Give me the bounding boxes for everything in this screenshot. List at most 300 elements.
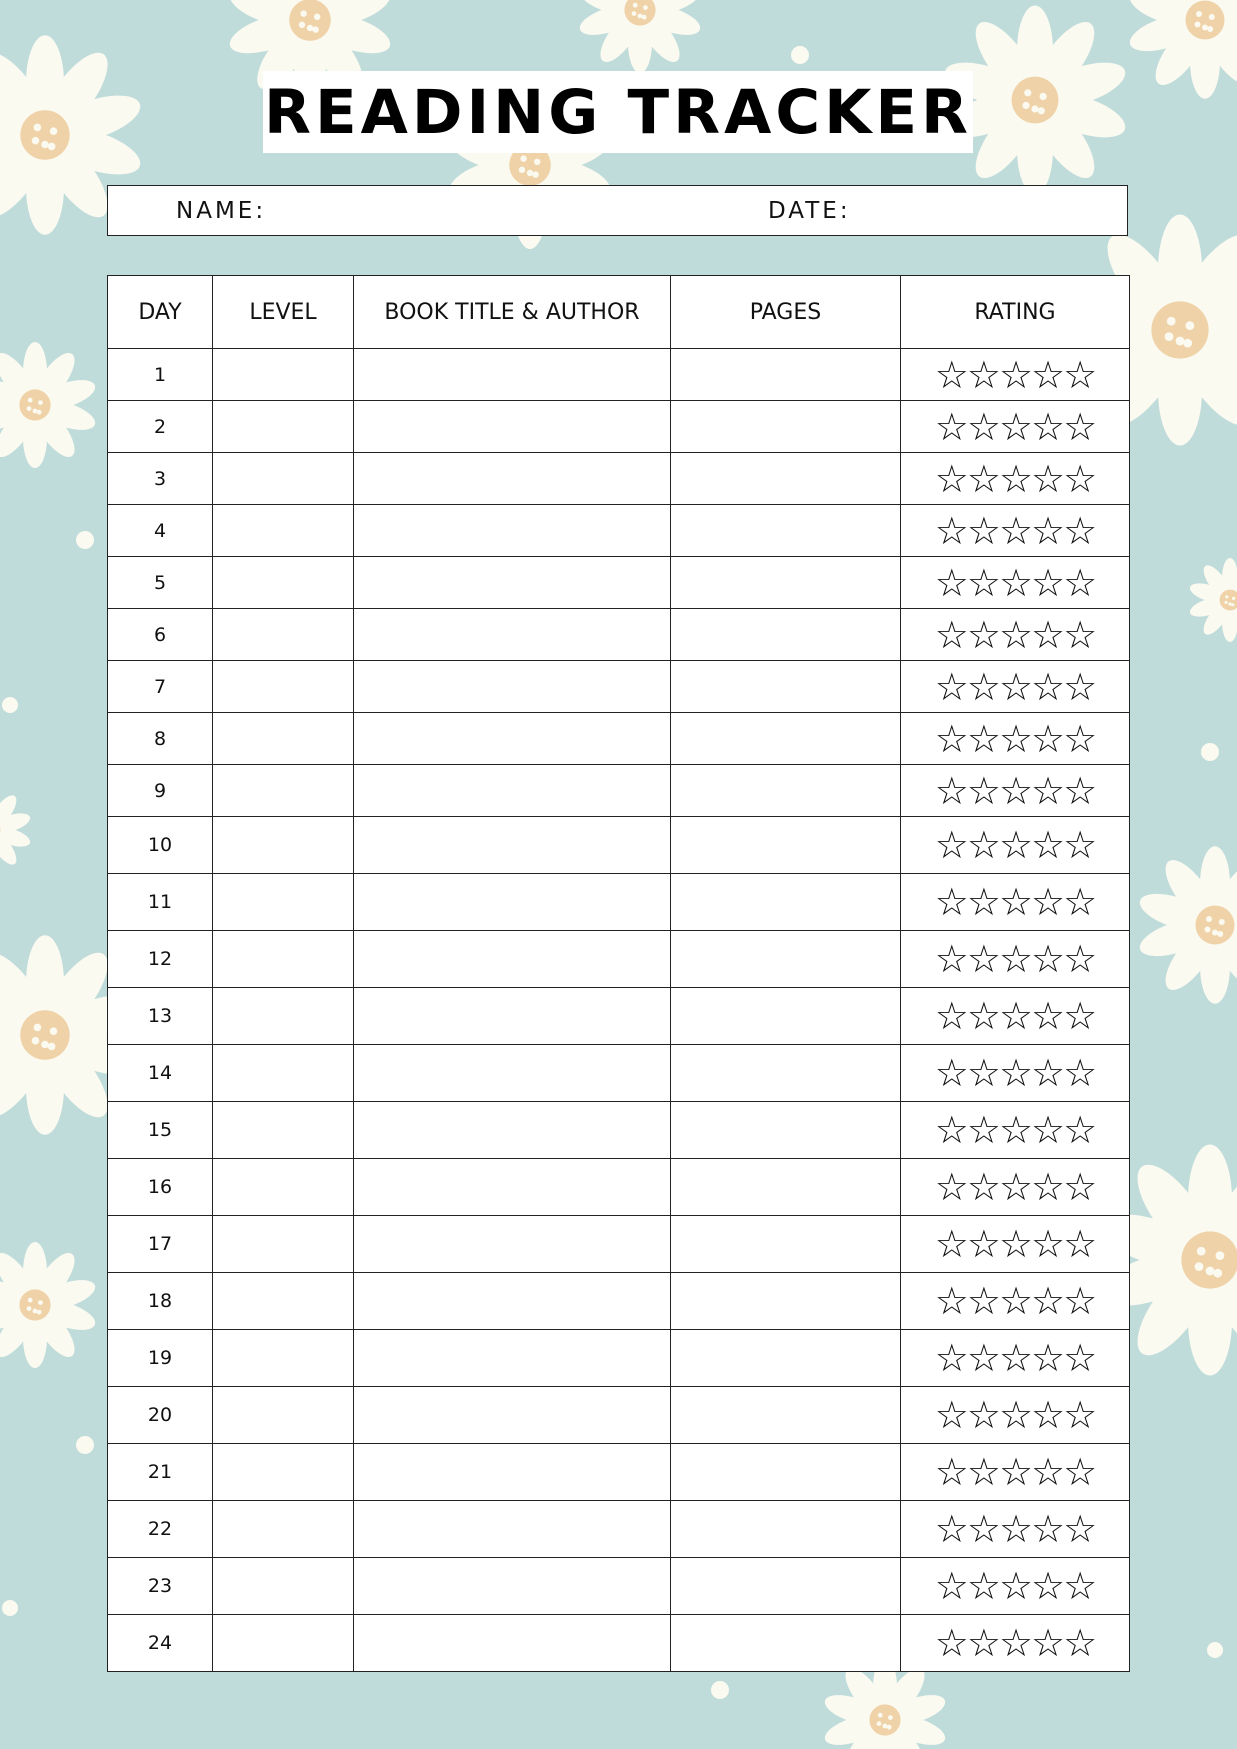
star-icon[interactable]: ☆ — [1063, 1051, 1096, 1095]
star-icon[interactable]: ☆ — [998, 352, 1032, 397]
level-cell[interactable] — [213, 1501, 354, 1558]
star-icon[interactable]: ☆ — [1031, 768, 1064, 813]
book-title-author-cell[interactable] — [354, 988, 671, 1045]
level-cell[interactable] — [213, 349, 354, 401]
star-icon[interactable]: ☆ — [998, 768, 1032, 813]
rating-cell[interactable] — [901, 1558, 1130, 1615]
star-icon[interactable]: ☆ — [934, 880, 967, 924]
star-icon[interactable]: ☆ — [998, 937, 1032, 981]
rating-cell[interactable] — [901, 1501, 1130, 1558]
rating-stars[interactable] — [935, 353, 1095, 397]
star-icon[interactable]: ☆ — [966, 1222, 999, 1266]
header-day: DAY — [108, 276, 213, 349]
star-icon[interactable]: ☆ — [1031, 937, 1064, 981]
daisy-icon — [0, 342, 99, 468]
star-icon[interactable]: ☆ — [934, 1108, 967, 1152]
table-row — [108, 817, 1130, 874]
star-icon[interactable]: ☆ — [966, 994, 999, 1038]
rating-cell[interactable] — [901, 1102, 1130, 1159]
star-icon[interactable]: ☆ — [1031, 1393, 1064, 1437]
book-title-author-cell[interactable] — [354, 1045, 671, 1102]
book-title-author-cell[interactable] — [354, 1159, 671, 1216]
star-icon[interactable]: ☆ — [934, 1564, 967, 1608]
pages-cell[interactable] — [671, 1045, 901, 1102]
star-icon[interactable]: ☆ — [1031, 1051, 1064, 1095]
name-date-bar — [107, 185, 1128, 236]
star-icon[interactable]: ☆ — [998, 1507, 1032, 1551]
pages-cell[interactable] — [671, 609, 901, 661]
star-icon[interactable]: ☆ — [1063, 1336, 1096, 1380]
day-cell: 19 — [108, 1330, 213, 1387]
level-cell[interactable] — [213, 609, 354, 661]
star-icon[interactable]: ☆ — [934, 352, 967, 397]
level-cell[interactable] — [213, 1558, 354, 1615]
pages-cell[interactable] — [671, 557, 901, 609]
star-icon[interactable]: ☆ — [966, 1336, 999, 1380]
book-title-author-cell[interactable] — [354, 1216, 671, 1273]
star-icon[interactable]: ☆ — [966, 768, 999, 813]
star-icon[interactable]: ☆ — [1031, 560, 1064, 605]
table-row — [108, 1501, 1130, 1558]
rating-stars[interactable] — [935, 1279, 1095, 1323]
rating-stars[interactable] — [935, 457, 1095, 501]
level-cell[interactable] — [213, 1102, 354, 1159]
star-icon[interactable]: ☆ — [998, 508, 1032, 553]
decor-dot — [1201, 743, 1219, 761]
star-icon[interactable]: ☆ — [934, 994, 967, 1038]
star-icon[interactable]: ☆ — [998, 1165, 1032, 1209]
pages-cell[interactable] — [671, 1330, 901, 1387]
star-icon[interactable]: ☆ — [1031, 508, 1064, 553]
star-icon[interactable]: ☆ — [998, 823, 1032, 867]
rating-cell[interactable] — [901, 1159, 1130, 1216]
star-icon[interactable]: ☆ — [1031, 823, 1064, 867]
rating-cell[interactable] — [901, 1387, 1130, 1444]
book-title-author-cell[interactable] — [354, 1501, 671, 1558]
day-cell: 20 — [108, 1387, 213, 1444]
star-icon[interactable]: ☆ — [966, 404, 999, 449]
rating-cell[interactable] — [901, 817, 1130, 874]
level-cell[interactable] — [213, 988, 354, 1045]
level-cell[interactable] — [213, 661, 354, 713]
star-icon[interactable]: ☆ — [1063, 823, 1096, 867]
star-icon[interactable]: ☆ — [1031, 1222, 1064, 1266]
book-title-author-cell[interactable] — [354, 1273, 671, 1330]
title-banner — [263, 71, 973, 153]
star-icon[interactable]: ☆ — [934, 1051, 967, 1095]
star-icon[interactable]: ☆ — [966, 880, 999, 924]
star-icon[interactable]: ☆ — [934, 1165, 967, 1209]
rating-cell[interactable] — [901, 765, 1130, 817]
level-cell[interactable] — [213, 1216, 354, 1273]
daisy-icon — [0, 788, 32, 872]
star-icon[interactable]: ☆ — [966, 456, 999, 501]
star-icon[interactable]: ☆ — [998, 1564, 1032, 1608]
level-cell[interactable] — [213, 1330, 354, 1387]
star-icon[interactable]: ☆ — [1063, 1450, 1096, 1494]
star-icon[interactable]: ☆ — [1063, 1165, 1096, 1209]
pages-cell[interactable] — [671, 1444, 901, 1501]
star-icon[interactable]: ☆ — [934, 456, 967, 501]
book-title-author-cell[interactable] — [354, 1615, 671, 1672]
pages-cell[interactable] — [671, 1387, 901, 1444]
rating-cell[interactable] — [901, 1273, 1130, 1330]
book-title-author-cell[interactable] — [354, 765, 671, 817]
pages-cell[interactable] — [671, 1615, 901, 1672]
star-icon[interactable]: ☆ — [1063, 1507, 1096, 1551]
star-icon[interactable]: ☆ — [1063, 768, 1096, 813]
rating-stars[interactable] — [935, 1564, 1095, 1608]
table-row — [108, 401, 1130, 453]
daisy-icon — [1188, 558, 1237, 642]
rating-cell[interactable] — [901, 1045, 1130, 1102]
decor-dot — [76, 531, 94, 549]
star-icon[interactable]: ☆ — [998, 1621, 1032, 1665]
table-row — [108, 1615, 1130, 1672]
day-cell: 18 — [108, 1273, 213, 1330]
rating-stars[interactable] — [935, 717, 1095, 761]
rating-stars[interactable] — [935, 1051, 1095, 1095]
level-cell[interactable] — [213, 453, 354, 505]
rating-stars[interactable] — [935, 769, 1095, 813]
book-title-author-cell[interactable] — [354, 1558, 671, 1615]
star-icon[interactable]: ☆ — [966, 1393, 999, 1437]
star-icon[interactable]: ☆ — [1031, 880, 1064, 924]
table-row — [108, 453, 1130, 505]
rating-cell[interactable] — [901, 1444, 1130, 1501]
decor-dot — [2, 1600, 18, 1616]
book-title-author-cell[interactable] — [354, 1444, 671, 1501]
star-icon[interactable]: ☆ — [998, 1279, 1032, 1323]
star-icon[interactable]: ☆ — [1063, 994, 1096, 1038]
star-icon[interactable]: ☆ — [1063, 716, 1096, 761]
star-icon[interactable]: ☆ — [998, 612, 1032, 657]
book-title-author-cell[interactable] — [354, 557, 671, 609]
star-icon[interactable]: ☆ — [934, 508, 967, 553]
star-icon[interactable]: ☆ — [1063, 937, 1096, 981]
decor-dot — [791, 46, 809, 64]
book-title-author-cell[interactable] — [354, 401, 671, 453]
page-title: READING TRACKER — [263, 76, 972, 148]
table-row — [108, 661, 1130, 713]
star-icon[interactable]: ☆ — [998, 716, 1032, 761]
table-row — [108, 1387, 1130, 1444]
star-icon[interactable]: ☆ — [1031, 1165, 1064, 1209]
day-cell: 14 — [108, 1045, 213, 1102]
day-cell: 6 — [108, 609, 213, 661]
table-row — [108, 1558, 1130, 1615]
star-icon[interactable]: ☆ — [966, 1450, 999, 1494]
star-icon[interactable]: ☆ — [966, 716, 999, 761]
book-title-author-cell[interactable] — [354, 505, 671, 557]
level-cell[interactable] — [213, 1273, 354, 1330]
rating-cell[interactable] — [901, 1330, 1130, 1387]
level-cell[interactable] — [213, 817, 354, 874]
day-cell: 8 — [108, 713, 213, 765]
pages-cell[interactable] — [671, 988, 901, 1045]
star-icon[interactable]: ☆ — [1063, 1564, 1096, 1608]
rating-stars[interactable] — [935, 1336, 1095, 1380]
pages-cell[interactable] — [671, 713, 901, 765]
star-icon[interactable]: ☆ — [934, 1450, 967, 1494]
pages-cell[interactable] — [671, 765, 901, 817]
star-icon[interactable]: ☆ — [1063, 352, 1096, 397]
book-title-author-cell[interactable] — [354, 349, 671, 401]
table-row — [108, 1216, 1130, 1273]
level-cell[interactable] — [213, 1615, 354, 1672]
table-row — [108, 1330, 1130, 1387]
day-cell: 17 — [108, 1216, 213, 1273]
star-icon[interactable]: ☆ — [966, 1165, 999, 1209]
book-title-author-cell[interactable] — [354, 609, 671, 661]
book-title-author-cell[interactable] — [354, 1102, 671, 1159]
star-icon[interactable]: ☆ — [934, 1279, 967, 1323]
table-row — [108, 765, 1130, 817]
header-level: LEVEL — [213, 276, 354, 349]
star-icon[interactable]: ☆ — [1031, 1108, 1064, 1152]
star-icon[interactable]: ☆ — [998, 404, 1032, 449]
star-icon[interactable]: ☆ — [1063, 508, 1096, 553]
rating-stars[interactable] — [935, 937, 1095, 981]
star-icon[interactable]: ☆ — [998, 560, 1032, 605]
star-icon[interactable]: ☆ — [1063, 1621, 1096, 1665]
pages-cell[interactable] — [671, 453, 901, 505]
star-icon[interactable]: ☆ — [1031, 1507, 1064, 1551]
star-icon[interactable]: ☆ — [1063, 664, 1096, 709]
table-row — [108, 874, 1130, 931]
book-title-author-cell[interactable] — [354, 874, 671, 931]
rating-stars[interactable] — [935, 665, 1095, 709]
day-cell: 16 — [108, 1159, 213, 1216]
rating-stars[interactable] — [935, 1507, 1095, 1551]
pages-cell[interactable] — [671, 931, 901, 988]
rating-cell[interactable] — [901, 713, 1130, 765]
star-icon[interactable]: ☆ — [1031, 1279, 1064, 1323]
table-row — [108, 988, 1130, 1045]
decor-dot — [1207, 1642, 1223, 1658]
star-icon[interactable]: ☆ — [966, 1051, 999, 1095]
pages-cell[interactable] — [671, 401, 901, 453]
rating-stars[interactable] — [935, 1621, 1095, 1665]
star-icon[interactable]: ☆ — [934, 823, 967, 867]
level-cell[interactable] — [213, 765, 354, 817]
book-title-author-cell[interactable] — [354, 661, 671, 713]
table-row — [108, 609, 1130, 661]
star-icon[interactable]: ☆ — [966, 937, 999, 981]
day-cell: 21 — [108, 1444, 213, 1501]
star-icon[interactable]: ☆ — [998, 1051, 1032, 1095]
day-cell: 11 — [108, 874, 213, 931]
rating-stars[interactable] — [935, 1222, 1095, 1266]
day-cell: 7 — [108, 661, 213, 713]
star-icon[interactable]: ☆ — [1063, 880, 1096, 924]
day-cell: 13 — [108, 988, 213, 1045]
star-icon[interactable]: ☆ — [966, 560, 999, 605]
rating-stars[interactable] — [935, 880, 1095, 924]
star-icon[interactable]: ☆ — [934, 716, 967, 761]
star-icon[interactable]: ☆ — [998, 456, 1032, 501]
star-icon[interactable]: ☆ — [934, 404, 967, 449]
star-icon[interactable]: ☆ — [1063, 1279, 1096, 1323]
star-icon[interactable]: ☆ — [998, 1108, 1032, 1152]
rating-cell[interactable] — [901, 1615, 1130, 1672]
daisy-icon — [0, 1242, 99, 1368]
table-row — [108, 1045, 1130, 1102]
star-icon[interactable]: ☆ — [998, 1393, 1032, 1437]
star-icon[interactable]: ☆ — [998, 664, 1032, 709]
rating-stars[interactable] — [935, 1108, 1095, 1152]
book-title-author-cell[interactable] — [354, 817, 671, 874]
star-icon[interactable]: ☆ — [1031, 1621, 1064, 1665]
star-icon[interactable]: ☆ — [966, 1279, 999, 1323]
star-icon[interactable]: ☆ — [1063, 560, 1096, 605]
star-icon[interactable]: ☆ — [1063, 404, 1096, 449]
star-icon[interactable]: ☆ — [934, 1507, 967, 1551]
star-icon[interactable]: ☆ — [1063, 612, 1096, 657]
star-icon[interactable]: ☆ — [1031, 994, 1064, 1038]
header-pages: PAGES — [671, 276, 901, 349]
star-icon[interactable]: ☆ — [966, 1108, 999, 1152]
level-cell[interactable] — [213, 713, 354, 765]
day-cell: 22 — [108, 1501, 213, 1558]
pages-cell[interactable] — [671, 1216, 901, 1273]
level-cell[interactable] — [213, 557, 354, 609]
rating-cell[interactable] — [901, 1216, 1130, 1273]
star-icon[interactable]: ☆ — [1031, 1564, 1064, 1608]
rating-cell[interactable] — [901, 401, 1130, 453]
star-icon[interactable]: ☆ — [934, 612, 967, 657]
level-cell[interactable] — [213, 1387, 354, 1444]
rating-stars[interactable] — [935, 1165, 1095, 1209]
day-cell: 15 — [108, 1102, 213, 1159]
decor-dot — [2, 697, 18, 713]
level-cell[interactable] — [213, 401, 354, 453]
pages-cell[interactable] — [671, 817, 901, 874]
star-icon[interactable]: ☆ — [934, 664, 967, 709]
star-icon[interactable]: ☆ — [934, 1621, 967, 1665]
level-cell[interactable] — [213, 1045, 354, 1102]
star-icon[interactable]: ☆ — [1031, 612, 1064, 657]
rating-cell[interactable] — [901, 931, 1130, 988]
level-cell[interactable] — [213, 874, 354, 931]
level-cell[interactable] — [213, 1159, 354, 1216]
star-icon[interactable]: ☆ — [966, 1507, 999, 1551]
star-icon[interactable]: ☆ — [966, 1621, 999, 1665]
pages-cell[interactable] — [671, 505, 901, 557]
date-label: DATE: — [768, 198, 851, 224]
rating-cell[interactable] — [901, 557, 1130, 609]
pages-cell[interactable] — [671, 874, 901, 931]
rating-cell[interactable] — [901, 874, 1130, 931]
table-header-row — [108, 276, 1130, 349]
rating-stars[interactable] — [935, 613, 1095, 657]
book-title-author-cell[interactable] — [354, 1330, 671, 1387]
star-icon[interactable]: ☆ — [1031, 1336, 1064, 1380]
star-icon[interactable]: ☆ — [934, 937, 967, 981]
rating-cell[interactable] — [901, 349, 1130, 401]
pages-cell[interactable] — [671, 1558, 901, 1615]
day-cell: 4 — [108, 505, 213, 557]
star-icon[interactable]: ☆ — [966, 612, 999, 657]
pages-cell[interactable] — [671, 1273, 901, 1330]
star-icon[interactable]: ☆ — [1063, 1393, 1096, 1437]
star-icon[interactable]: ☆ — [998, 1336, 1032, 1380]
rating-cell[interactable] — [901, 453, 1130, 505]
rating-cell[interactable] — [901, 505, 1130, 557]
table-row — [108, 713, 1130, 765]
level-cell[interactable] — [213, 931, 354, 988]
pages-cell[interactable] — [671, 349, 901, 401]
star-icon[interactable]: ☆ — [1063, 1108, 1096, 1152]
pages-cell[interactable] — [671, 661, 901, 713]
star-icon[interactable]: ☆ — [966, 823, 999, 867]
star-icon[interactable]: ☆ — [966, 664, 999, 709]
rating-cell[interactable] — [901, 661, 1130, 713]
star-icon[interactable]: ☆ — [1031, 664, 1064, 709]
star-icon[interactable]: ☆ — [934, 1222, 967, 1266]
rating-cell[interactable] — [901, 609, 1130, 661]
name-label: NAME: — [176, 198, 267, 224]
table-row — [108, 931, 1130, 988]
day-cell: 23 — [108, 1558, 213, 1615]
star-icon[interactable]: ☆ — [966, 352, 999, 397]
star-icon[interactable]: ☆ — [1031, 1450, 1064, 1494]
pages-cell[interactable] — [671, 1159, 901, 1216]
star-icon[interactable]: ☆ — [998, 994, 1032, 1038]
star-icon[interactable]: ☆ — [1031, 716, 1064, 761]
star-icon[interactable]: ☆ — [934, 1336, 967, 1380]
pages-cell[interactable] — [671, 1102, 901, 1159]
star-icon[interactable]: ☆ — [1031, 456, 1064, 501]
star-icon[interactable]: ☆ — [934, 1393, 967, 1437]
book-title-author-cell[interactable] — [354, 931, 671, 988]
book-title-author-cell[interactable] — [354, 453, 671, 505]
star-icon[interactable]: ☆ — [934, 560, 967, 605]
daisy-icon — [576, 0, 703, 73]
level-cell[interactable] — [213, 1444, 354, 1501]
rating-stars[interactable] — [935, 1393, 1095, 1437]
rating-stars[interactable] — [935, 1450, 1095, 1494]
rating-stars[interactable] — [935, 823, 1095, 867]
day-cell: 2 — [108, 401, 213, 453]
decor-dot — [76, 1436, 94, 1454]
star-icon[interactable]: ☆ — [1031, 352, 1064, 397]
rating-stars[interactable] — [935, 561, 1095, 605]
rating-stars[interactable] — [935, 405, 1095, 449]
star-icon[interactable]: ☆ — [966, 1564, 999, 1608]
book-title-author-cell[interactable] — [354, 713, 671, 765]
star-icon[interactable]: ☆ — [1063, 1222, 1096, 1266]
rating-cell[interactable] — [901, 988, 1130, 1045]
pages-cell[interactable] — [671, 1501, 901, 1558]
table-row — [108, 557, 1130, 609]
star-icon[interactable]: ☆ — [934, 768, 967, 813]
star-icon[interactable]: ☆ — [998, 1222, 1032, 1266]
star-icon[interactable]: ☆ — [998, 1450, 1032, 1494]
daisy-icon — [1135, 846, 1237, 1004]
star-icon[interactable]: ☆ — [1031, 404, 1064, 449]
star-icon[interactable]: ☆ — [1063, 456, 1096, 501]
book-title-author-cell[interactable] — [354, 1387, 671, 1444]
header-rating: RATING — [901, 276, 1130, 349]
day-cell: 10 — [108, 817, 213, 874]
rating-stars[interactable] — [935, 994, 1095, 1038]
star-icon[interactable]: ☆ — [998, 880, 1032, 924]
daisy-icon — [1125, 0, 1237, 99]
star-icon[interactable]: ☆ — [966, 508, 999, 553]
rating-stars[interactable] — [935, 509, 1095, 553]
level-cell[interactable] — [213, 505, 354, 557]
